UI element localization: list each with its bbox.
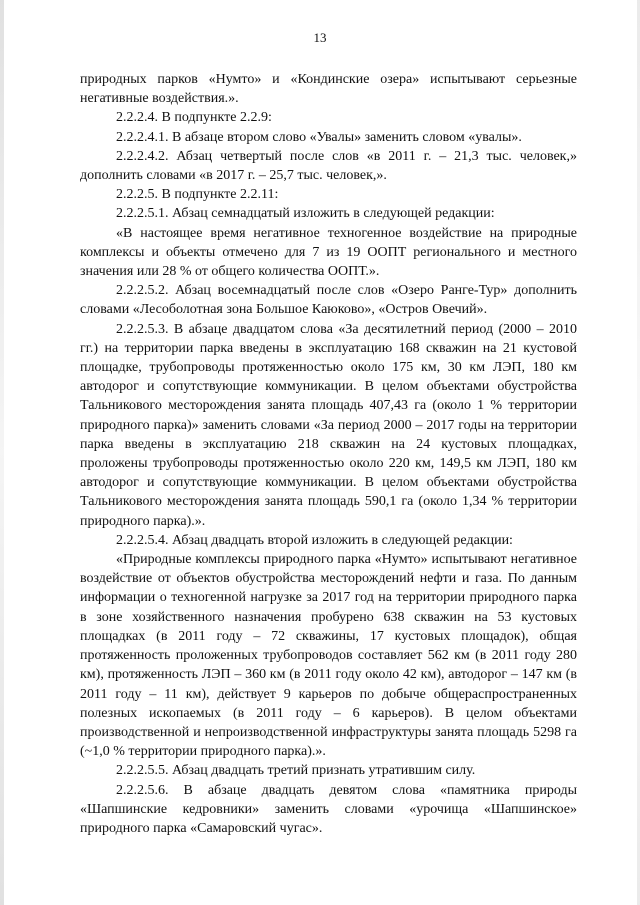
scan-edge-left [0, 0, 4, 905]
paragraph-2-2-2-5-2: 2.2.2.5.2. Абзац восемнадцатый после слов «Озеро Ранге-Тур» дополнить словами «Лесоболотная зона Большое Каюково», «Остров Овечий». [80, 283, 577, 318]
paragraph-2-2-2-5-4: 2.2.2.5.4. Абзац двадцать второй изложить в следующей редакции: [116, 532, 513, 548]
paragraph-2-2-2-4-2: 2.2.2.4.2. Абзац четвертый после слов «в 2011 г. – 21,3 тыс. человек,» дополнить словами «в 2017 г. – 25,7 тыс. человек,». [80, 148, 577, 184]
paragraph-2-2-2-5-5: 2.2.2.5.5. Абзац двадцать третий признать утратившим силу. [116, 763, 476, 779]
paragraph-quote-2: «Природные комплексы природного парка «Нумто» испытывают негативное воздействие от объектов обустройства месторождений нефти и газа. По данным информации о техногенной нагрузке за 2017 год на территории природного парка в зоне хозяйственного назначения пробурено 638 скважин на 53 кустовых площадках (в 2011 году – 72 скважины, 17 кустовых площадок), общая протяженность проложенных трубопроводов составляет 562 км (в 2011 году 280 км), протяженность ЛЭП – 360 км (в 2011 году около 42 км), автодорог – 147 км (в 2011 году – 11 км), действует 9 карьеров по добыче общераспространенных полезных ископаемых (в 2011 году – 6 карьеров). В целом объектами производственной и непроизводственной инфраструктуры занята площадь 5298 га (~1,0 % территории природного парка).». [80, 552, 577, 760]
paragraph-2-2-2-5-3: 2.2.2.5.3. В абзаце двадцатом слова «За десятилетний период (2000 – 2010 гг.) на территории парка введены в эксплуатацию 168 скважин на 21 кустовой площадке, трубопроводы протяженностью около 175 км, 30 км ЛЭП, 180 км автодорог и сопутствующие коммуникации. В целом объектами обустройства Тальникового месторождения занята площадь 407,43 га (около 1 % территории природного парка)» заменить словами «За период 2000 – 2017 годы на территории парка введены в эксплуатацию 218 скважин на 24 кустовых площадках, проложены трубопроводы протяженностью около 220 км, 149,5 км ЛЭП, 180 км автодорог и сопутствующие коммуникации. В целом объектами обустройства Тальникового месторождения занята площадь 590,1 га (около 1,34 % территории природного парка).». [80, 321, 577, 529]
page-number: 13 [313, 30, 327, 45]
paragraph-continuation: природных парков «Нумто» и «Кондинские озера» испытывают серьезные негативные воздействия.». [80, 72, 577, 107]
paragraph-2-2-2-5: 2.2.2.5. В подпункте 2.2.11: [116, 187, 279, 203]
paragraph-quote-1: «В настоящее время негативное техногенное воздействие на природные комплексы и объекты отмечено для 7 из 19 ООПТ регионального и местного значения или 28 % от общего количества ООПТ.». [80, 225, 577, 280]
document-body [80, 70, 577, 838]
paragraph-2-2-2-5-6: 2.2.2.5.6. В абзаце двадцать девятом слова «памятника природы «Шапшинские кедровники» заменить словами «урочища «Шапшинское» природного парка «Самаровский чугас». [80, 782, 577, 836]
paragraph-2-2-2-5-1: 2.2.2.5.1. Абзац семнадцатый изложить в следующей редакции: [116, 206, 495, 222]
paragraph-2-2-2-4: 2.2.2.4. В подпункте 2.2.9: [116, 110, 272, 126]
paragraph-2-2-2-4-1: 2.2.2.4.1. В абзаце втором слово «Увалы» заменить словом «увалы». [116, 129, 522, 145]
